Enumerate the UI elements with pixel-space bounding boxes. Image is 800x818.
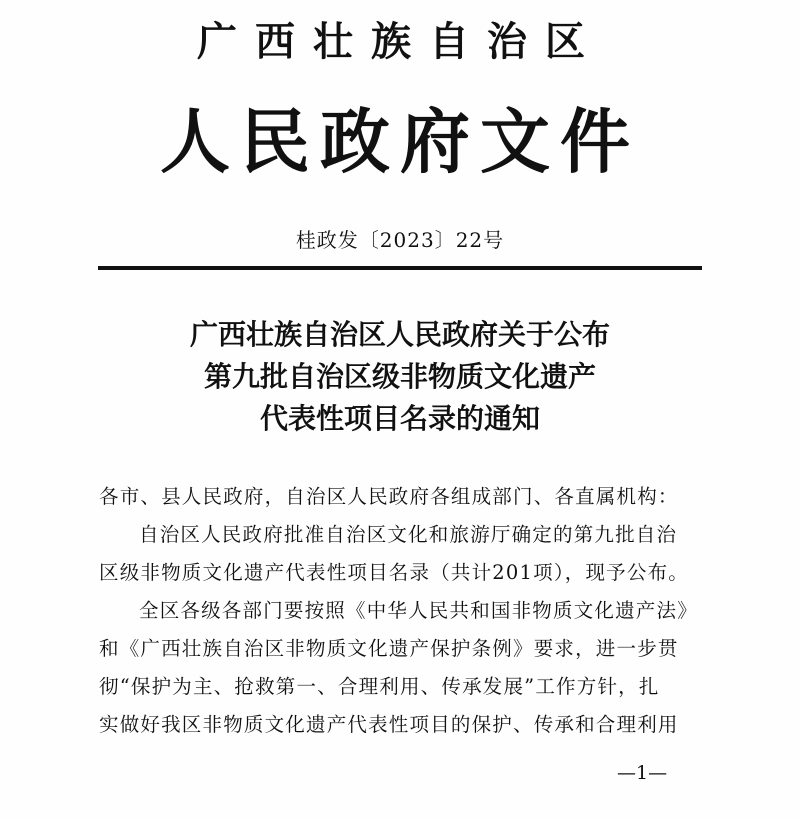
- body-line-6: 实做好我区非物质文化遗产代表性项目的保护、传承和合理利用: [99, 713, 679, 736]
- issuing-authority-line2: 人民政府文件: [160, 100, 640, 183]
- document-title: [0, 314, 800, 440]
- body-line-2: 区级非物质文化遗产代表性项目名录（共计201项），现予公布。: [99, 561, 689, 584]
- title-line-2: 第九批自治区级非物质文化遗产: [203, 360, 596, 393]
- document-body: [99, 478, 703, 744]
- issuing-authority-line1: 广西壮族自治区: [197, 18, 603, 65]
- body-line-1: 自治区人民政府批准自治区文化和旅游厅确定的第九批自治: [139, 523, 678, 546]
- body-line-4: 和《广西壮族自治区非物质文化遗产保护条例》要求，进一步贯: [99, 637, 679, 660]
- title-line-1: 广西壮族自治区人民政府关于公布: [189, 318, 610, 351]
- body-line-5: 彻“保护为主、抢救第一、合理利用、传承发展”工作方针，扎: [99, 675, 660, 698]
- salutation-line: 各市、县人民政府，自治区人民政府各组成部门、各直属机构：: [99, 485, 679, 508]
- body-line-3: 全区各级各部门要按照《中华人民共和国非物质文化遗产法》: [139, 599, 698, 622]
- document-number: 桂政发〔2023〕22号: [295, 228, 505, 252]
- page-number: —1—: [617, 762, 668, 784]
- title-line-3: 代表性项目名录的通知: [259, 402, 540, 435]
- header-divider-rule: [98, 266, 702, 270]
